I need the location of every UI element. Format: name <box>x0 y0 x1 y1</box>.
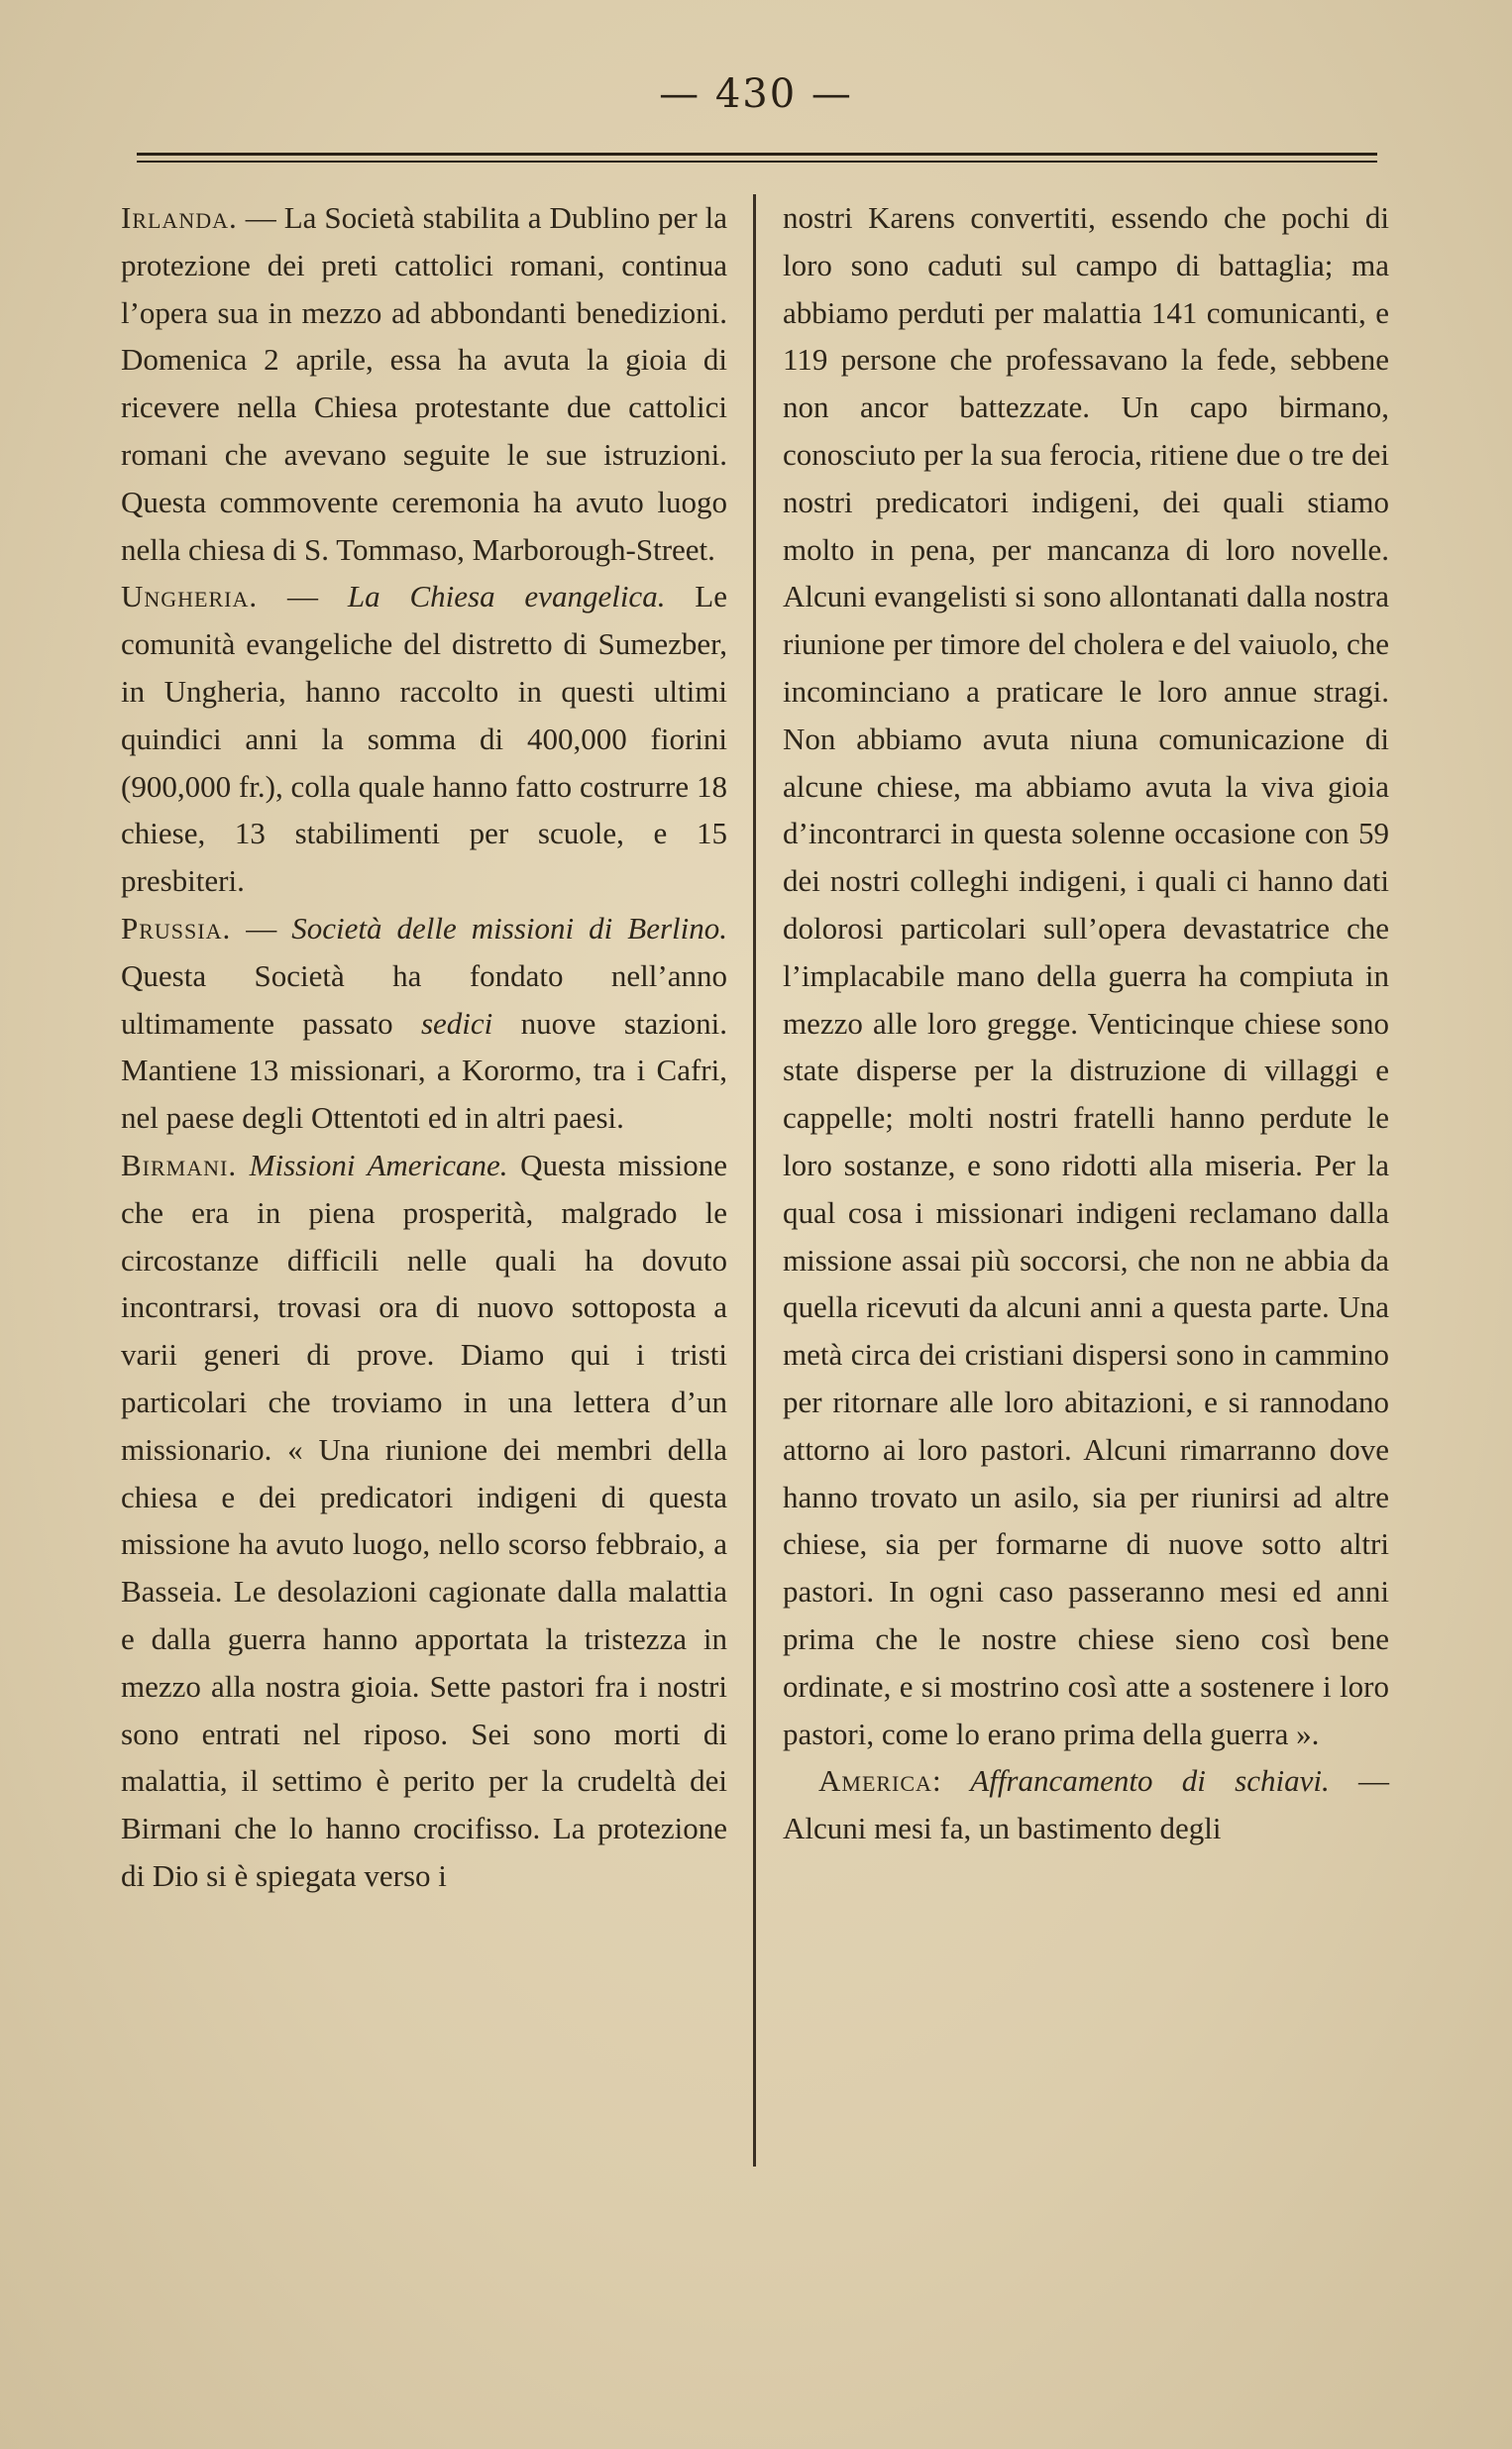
section-title-birmani: Missioni Americane. <box>237 1147 508 1182</box>
section-label-ungheria: Ungheria. <box>121 579 259 614</box>
paragraph-irlanda <box>121 194 727 573</box>
section-label-prussia: Prussia. <box>121 910 232 946</box>
paragraph-continuation: nostri Karens convertiti, essendo che pochi di loro sono caduti sul campo di battaglia; ma abbiamo perduti per malattia 141 comunicanti, e 119 persone che professavano la fede, sebbene non ancor battezzate. Un capo birmano, conosciuto per la sua ferocia, ritiene due o tre dei nostri predicatori indigeni, dei quali stiamo molto in pena, per mancanza di loro novelle. Alcuni evangelisti si sono allontanati dalla nostra riunione per timore del cholera e del vaiuolo, che incominciano a praticare le loro annue stragi. Non abbiamo avuta niuna comunicazione di alcune chiese, ma abbiamo avuta la viva gioia d’incontrarci in questa solenne occasione con 59 dei nostri colleghi indigeni, i quali ci hanno dati dolorosi particolari sull’opera devastatrice che l’implacabile mano della guerra ha compiuta in mezzo alle loro gregge. Venticinque chiese sono state disperse per la distruzione di villaggi e cappelle; molti nostri fratelli hanno perdute le loro sostanze, e sono ridotti alla miseria. Per la qual cosa i missionari indigeni reclamano dalla missione assai più soccorsi, che non ne abbia da quella ricevuti da alcuni anni a questa parte. Una metà circa dei cristiani dispersi sono in cammino per ritornare alle loro abitazioni, e si rannodano attorno ai loro pastori. Alcuni rimarranno dove hanno trovato un asilo, sia per riunirsi ad altre chiese, sia per formarne di nuove sotto altri pastori. In ogni caso passeranno mesi ed anni prima che le nostre chiese sieno così bene ordinate, e si mostrino così atte a sostenere i loro pastori, come lo erano prima della guerra ». <box>783 200 1389 1751</box>
paragraph-america <box>783 1757 1389 1852</box>
paragraph-text: Le comunità evangeliche del distretto di Sumezber, in Ungheria, hanno raccolto in questi ultimi quindici anni la somma di 400,000 fiorini (900,000 fr.), colla quale hanno fatto costrurre 18 chiese, 13 stabilimenti per scuole, e 15 presbiteri. <box>121 579 728 899</box>
column-divider <box>753 194 756 2167</box>
paragraph-text: Questa Società ha fondato nell’anno ultimamente passato <box>121 957 727 1041</box>
dash: — <box>231 910 292 946</box>
dash: — <box>258 579 348 614</box>
section-title-prussia: Società delle missioni di Berlino. <box>291 910 727 946</box>
section-label-birmani: Birmani. <box>121 1147 238 1182</box>
page-number: — 430 — <box>659 71 853 117</box>
section-title-america: Affrancamento di schiavi. <box>941 1763 1330 1799</box>
paragraph-birmani <box>121 1142 727 1900</box>
header-rule <box>137 153 1377 163</box>
emphasis-word: sedici <box>420 1005 493 1041</box>
right-column <box>783 194 1389 1852</box>
paragraph-text: nuove stazioni. Mantiene 13 missionari, a Korormo, tra i Cafri, nel paese degli Ottentoti ed in altri paesi. <box>121 1005 727 1136</box>
paragraph-text: — La Società stabilita a Dublino per la protezione dei preti cattolici romani, continua l’opera sua in mezzo ad abbondanti benedizioni. Domenica 2 aprile, essa ha avuta la gioia di ricevere nella Chiesa protestante due cattolici romani che avevano seguite le sue istruzioni. Questa commovente ceremonia ha avuto luogo nella chiesa di S. Tommaso, Marborough-Street. <box>121 200 727 567</box>
left-column <box>121 194 727 1900</box>
section-title-ungheria: La Chiesa evangelica. <box>347 579 666 614</box>
section-label-irlanda: Irlanda. <box>121 200 238 235</box>
section-label-america: America: <box>818 1763 942 1799</box>
paragraph-text: — Alcuni mesi fa, un bastimento degli <box>783 1763 1390 1846</box>
paragraph-text: Questa missione che era in piena prosperità, malgrado le circostanze difficili nelle quali ha dovuto incontrarsi, trovasi ora di nuovo sottoposta a varii generi di prove. Diamo qui i tristi particolari che troviamo in una lettera d’un missionario. « Una riunione dei membri della chiesa e dei predicatori indigeni di questa missione ha avuto luogo, nello scorso febbraio, a Basseia. Le desolazioni cagionate dalla malattia e dalla guerra hanno apportata la tristezza in mezzo alla nostra gioia. Sette pastori fra i nostri sono entrati nel riposo. Sei sono morti di malattia, il settimo è perito per la crudeltà dei Birmani che lo hanno crocifisso. La protezione di Dio si è spiegata verso i <box>121 1147 727 1893</box>
paragraph-prussia <box>121 905 727 1142</box>
paragraph-ungheria <box>121 573 727 905</box>
